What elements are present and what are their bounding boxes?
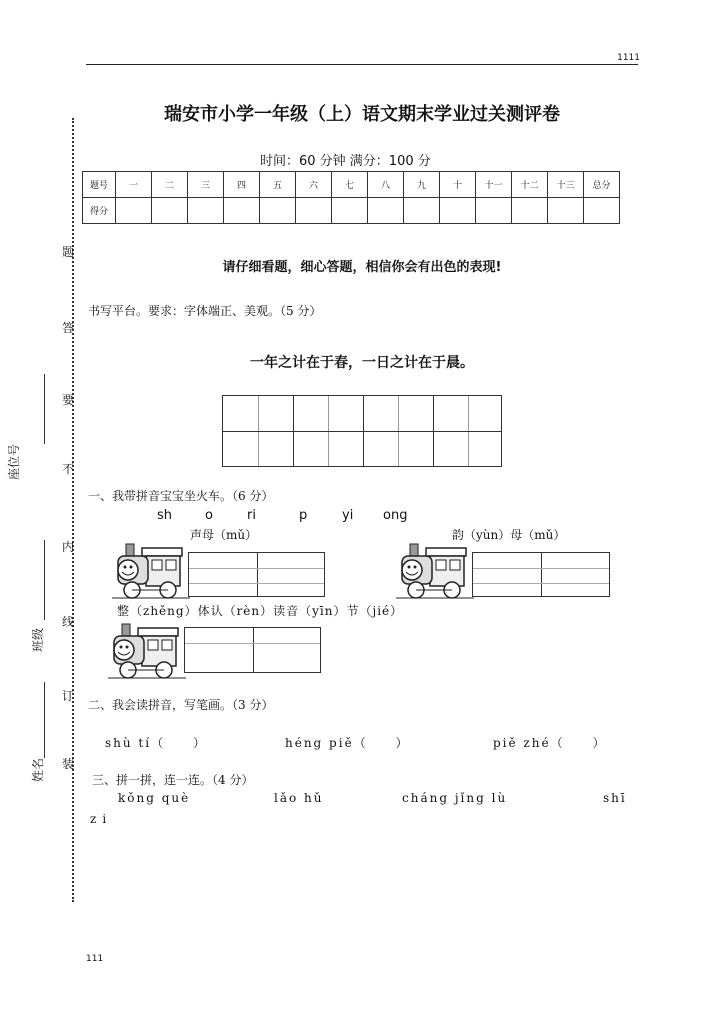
train-engine-icon xyxy=(108,620,186,680)
score-cell[interactable] xyxy=(440,198,476,224)
pinyin-item: yi xyxy=(342,508,354,523)
score-table-score-row xyxy=(83,198,620,224)
stroke-item[interactable]: piě zhé（ ） xyxy=(493,736,607,750)
score-cell[interactable] xyxy=(548,198,584,224)
exam-info: 时间：60 分钟 满分：100 分 xyxy=(260,154,431,169)
pinyin-item: p xyxy=(299,508,308,523)
score-cell[interactable] xyxy=(296,198,332,224)
score-col-8: 八 xyxy=(368,172,404,198)
score-col-4: 四 xyxy=(224,172,260,198)
score-cell[interactable] xyxy=(404,198,440,224)
pinyin-item: o xyxy=(205,508,213,523)
score-table-row2-label: 得分 xyxy=(83,198,116,224)
writing-instruction: 书写平台。要求：字体端正、美观。（5 分） xyxy=(88,304,322,318)
seal-char-7: 订 xyxy=(62,689,75,703)
train-car-2[interactable] xyxy=(472,552,610,597)
pinyin-item: sh xyxy=(157,508,173,523)
seal-char-3: 要 xyxy=(62,393,75,407)
section3-title: 三、拼一拼，连一连。（4 分） xyxy=(92,773,254,787)
score-col-10: 十 xyxy=(440,172,476,198)
score-table-row1-label: 题号 xyxy=(83,172,116,198)
name-field-line xyxy=(44,682,45,758)
score-cell-total[interactable] xyxy=(584,198,620,224)
score-col-2: 二 xyxy=(152,172,188,198)
match-word[interactable]: cháng jǐng lù xyxy=(402,791,508,805)
score-col-9: 九 xyxy=(404,172,440,198)
seal-char-5: 内 xyxy=(62,540,75,554)
seal-char-2: 答 xyxy=(62,321,75,335)
footer-page-code: 111 xyxy=(86,954,104,964)
seat-field-line xyxy=(44,374,45,444)
score-cell[interactable] xyxy=(152,198,188,224)
seal-char-6: 线 xyxy=(62,615,75,629)
match-word-wrap: zi xyxy=(90,812,113,826)
score-table-header-row xyxy=(83,172,620,198)
score-col-1: 一 xyxy=(116,172,152,198)
match-word[interactable]: kǒng què xyxy=(118,791,191,805)
exam-title: 瑞安市小学一年级（上）语文期末学业过关测评卷 xyxy=(164,104,560,125)
train-engine-icon xyxy=(396,540,474,600)
score-col-total: 总分 xyxy=(584,172,620,198)
score-cell[interactable] xyxy=(224,198,260,224)
section1-title: 一、我带拼音宝宝坐火车。（6 分） xyxy=(88,489,274,503)
score-cell[interactable] xyxy=(188,198,224,224)
header-page-code: 1111 xyxy=(617,53,640,63)
score-col-5: 五 xyxy=(260,172,296,198)
class-label: 班级 xyxy=(31,627,45,652)
name-label: 姓名 xyxy=(31,757,45,782)
train-car-1[interactable] xyxy=(188,552,325,597)
score-cell[interactable] xyxy=(260,198,296,224)
seal-char-1: 题 xyxy=(62,245,75,259)
score-col-6: 六 xyxy=(296,172,332,198)
score-cell[interactable] xyxy=(332,198,368,224)
train1-label: 声母（mǔ） xyxy=(190,528,258,542)
seal-char-4: 不 xyxy=(62,462,75,476)
encouragement: 请仔细看题，细心答题，相信你会有出色的表现! xyxy=(222,260,502,275)
score-col-13: 十三 xyxy=(548,172,584,198)
score-col-12: 十二 xyxy=(512,172,548,198)
score-cell[interactable] xyxy=(512,198,548,224)
score-cell[interactable] xyxy=(368,198,404,224)
stroke-item[interactable]: héng piě（ ） xyxy=(285,736,410,750)
class-field-line xyxy=(44,540,45,620)
train-car-3[interactable] xyxy=(184,627,321,673)
handwriting-grid[interactable] xyxy=(222,395,502,467)
writing-motto: 一年之计在于春，一日之计在于晨。 xyxy=(250,355,474,371)
pinyin-item: ri xyxy=(247,508,256,523)
score-col-7: 七 xyxy=(332,172,368,198)
train-engine-icon xyxy=(112,540,190,600)
score-col-3: 三 xyxy=(188,172,224,198)
score-cell[interactable] xyxy=(476,198,512,224)
match-word[interactable]: lǎo hǔ xyxy=(274,791,324,805)
score-cell[interactable] xyxy=(116,198,152,224)
match-word[interactable]: shī xyxy=(603,791,627,805)
pinyin-item: ong xyxy=(383,508,408,523)
score-table xyxy=(82,171,620,224)
seal-char-8: 装 xyxy=(62,757,75,771)
stroke-item[interactable]: shù tí（ ） xyxy=(105,736,208,750)
section2-title: 二、我会读拼音，写笔画。（3 分） xyxy=(88,698,274,712)
train3-label: 整（zhěng）体认（rèn）读音（yīn）节（jié） xyxy=(117,604,404,618)
binding-dotted-line xyxy=(72,118,74,902)
seat-label: 座位号 xyxy=(7,443,21,480)
header-rule xyxy=(86,64,638,65)
train2-label: 韵（yùn）母（mǔ） xyxy=(452,528,566,542)
score-col-11: 十一 xyxy=(476,172,512,198)
